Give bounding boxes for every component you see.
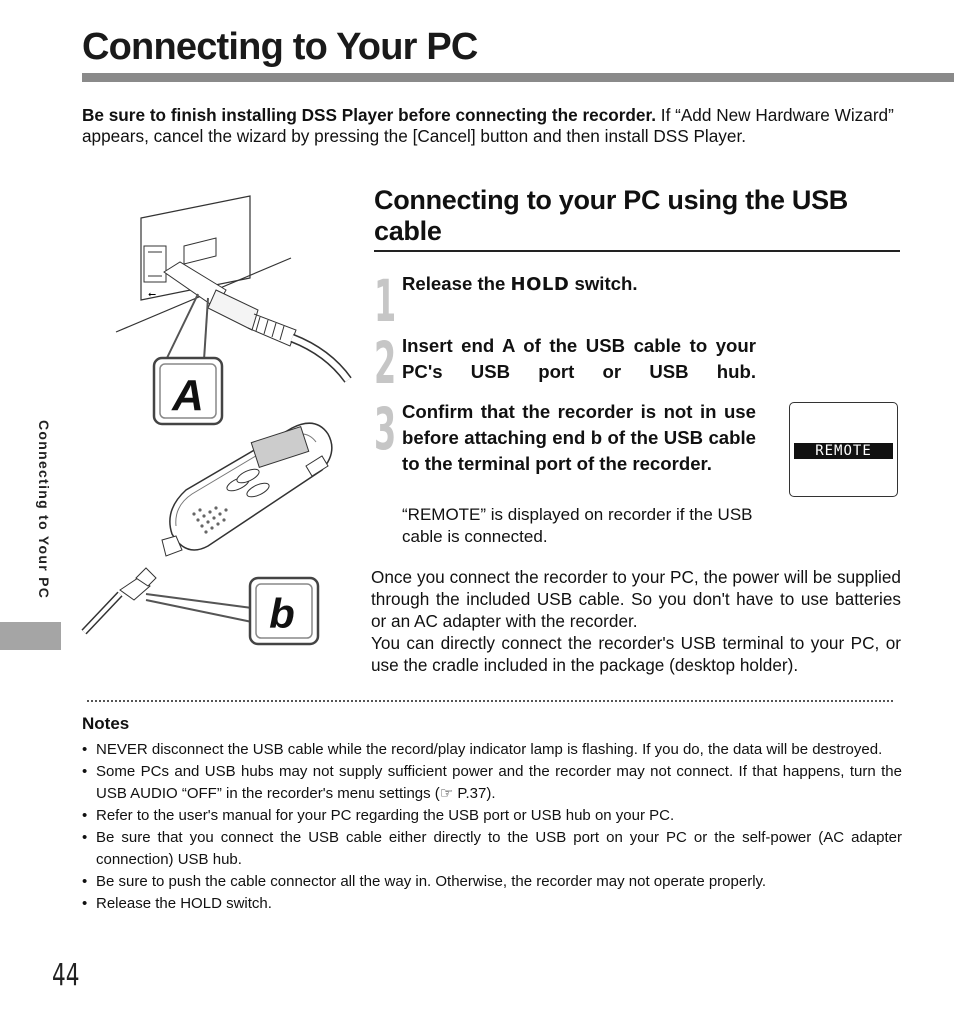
lcd-bar (794, 443, 893, 459)
lcd-remote-text: REMOTE (815, 443, 872, 459)
step-2-number: 2 (374, 329, 397, 397)
step-3-number: 3 (374, 395, 397, 463)
usb-connection-illustration (76, 190, 366, 660)
label-a-text: A (172, 371, 204, 420)
usb-port (144, 246, 166, 282)
step-3-note: “REMOTE” is displayed on recorder if the USB cable is connected. (402, 505, 753, 546)
step-1-text (402, 271, 638, 298)
lcd-display-illustration (789, 402, 898, 497)
step-1-pre: Release the (402, 273, 511, 294)
intro-rest: If “Add New Hardware Wizard” appears, cancel the wizard by pressing the [Cancel] button and then install DSS Player. (82, 105, 894, 146)
side-tab-marker (0, 622, 61, 650)
label-b-text: b (269, 590, 295, 637)
note-item: • Release the HOLD switch. (82, 893, 902, 915)
note-item: • Some PCs and USB hubs may not supply sufficient power and the recorder may not connect. If that happens, turn the USB AUDIO “OFF” in the recorder's menu settings (☞ P.37). (82, 761, 902, 805)
title-rule (82, 73, 954, 82)
body-paragraph (371, 566, 901, 676)
notes-list (82, 739, 902, 915)
hold-key-label: HOLD (510, 274, 570, 295)
intro-paragraph (82, 105, 902, 147)
note-item: • Be sure that you connect the USB cable either directly to the USB port on your PC or the self-power (AC adapter connection) USB hub. (82, 827, 902, 871)
page-title: Connecting to Your PC (82, 26, 478, 68)
note-item: • Be sure to push the cable connector all the way in. Otherwise, the recorder may not operate properly. (82, 871, 902, 893)
recorder-body (170, 423, 332, 550)
dotted-divider (87, 700, 893, 702)
step-3-text: Confirm that the recorder is not in use before attaching end b of the USB cable to the terminal port of the recorder. (402, 401, 756, 474)
step-1-post: switch. (569, 273, 638, 294)
body-para-1: Once you connect the recorder to your PC, the power will be supplied through the included USB cable. So you don't have to use batteries or an AC adapter with the recorder. (371, 567, 901, 631)
step-1-number: 1 (374, 267, 397, 335)
body-para-2: You can directly connect the recorder's USB terminal to your PC, or use the cradle included in the package (desktop holder). (371, 633, 901, 675)
side-section-label: Connecting to Your PC (36, 420, 52, 600)
section-rule (374, 250, 900, 252)
usb-symbol-icon: ⭠ (148, 289, 156, 300)
page-number: 44 (52, 958, 80, 993)
notes-title: Notes (82, 714, 130, 733)
note-item: • Refer to the user's manual for your PC regarding the USB port or USB hub on your PC. (82, 805, 902, 827)
note-item: • NEVER disconnect the USB cable while the record/play indicator lamp is flashing. If you do, the data will be destroyed. (82, 739, 902, 761)
intro-bold: Be sure to finish installing DSS Player before connecting the recorder. (82, 105, 657, 125)
step-2-text: Insert end A of the USB cable to your PC's USB port or USB hub. (402, 335, 756, 382)
section-heading: Connecting to your PC using the USB cable (374, 185, 848, 246)
